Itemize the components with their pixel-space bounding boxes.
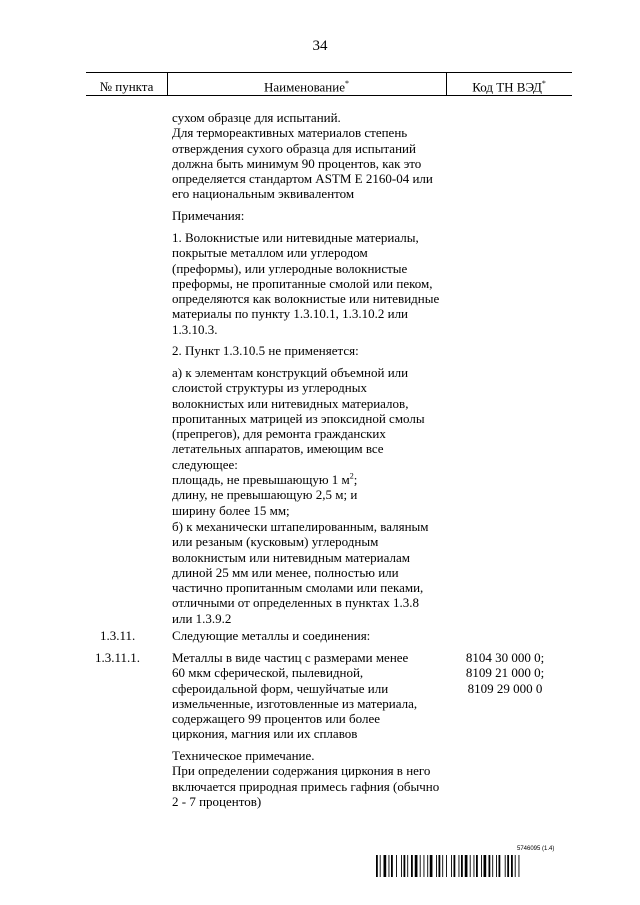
text-line: покрытые металлом или углеродом: [172, 245, 368, 261]
item-13111-number: 1.3.11.1.: [95, 650, 141, 665]
text-line: 1.3.10.3.: [172, 321, 218, 337]
barcode-bar: [380, 855, 381, 877]
text-line: определяется стандартом ASTM E 2160-04 или: [172, 171, 433, 187]
item-1311-text: Следующие металлы и соединения:: [172, 628, 371, 643]
text-line: 2. Пункт 1.3.10.5 не применяется:: [172, 343, 359, 358]
paragraph-note-2a-tail: [172, 487, 446, 518]
barcode-bar: [401, 855, 402, 877]
barcode-bar: [442, 855, 443, 877]
text-line: 60 мкм сферической, пылевидной,: [172, 665, 364, 681]
text-line: 8109 29 000 0: [467, 680, 543, 696]
area-semicolon: ;: [353, 472, 358, 488]
text-line: ширину более 15 мм;: [172, 502, 290, 518]
text-line: длину, не превышающую 2,5 м; и: [172, 487, 358, 503]
barcode-bar: [411, 855, 413, 877]
text-line: материалы по пункту 1.3.10.1, 1.3.10.2 или: [172, 306, 409, 322]
barcode-bar: [451, 855, 452, 877]
text-line: преформы, не пропитанные смолой или пеком,: [172, 275, 433, 291]
text-line: 2 - 7 процентов): [172, 793, 262, 809]
paragraph-notes-heading: [172, 208, 446, 223]
barcode-bar: [446, 855, 447, 877]
barcode-bar: [436, 855, 437, 877]
text-line: включается природная примесь гафния (обычно: [172, 778, 440, 794]
paragraph-dry-sample: [172, 110, 446, 202]
text-line: Для термореактивных материалов степень: [172, 125, 408, 141]
text-line: Металлы в виде частиц с размерами менее: [172, 650, 409, 665]
barcode-bar: [404, 855, 406, 877]
text-line: отверждения сухого образца для испытаний: [172, 140, 416, 156]
barcode-bar: [511, 855, 513, 877]
text-line: следующее:: [172, 456, 238, 472]
paragraph-note-2a-area: [172, 472, 446, 487]
barcode-bar: [427, 855, 428, 877]
barcode-bar: [391, 855, 393, 877]
text-line: б) к механически штапелированным, валяным: [172, 519, 429, 534]
barcode-bar: [430, 855, 433, 877]
text-line: 1. Волокнистые или нитевидные материалы,: [172, 230, 419, 245]
header-col-name-label: Наименование: [264, 79, 345, 95]
text-line: сухом образце для испытаний.: [172, 110, 341, 125]
paragraph-note-2a: [172, 365, 446, 518]
text-line: сфероидальной форм, чешуйчатые или: [172, 680, 389, 696]
text-line: длиной 25 мм или менее, полностью или: [172, 564, 399, 580]
barcode-bar: [461, 855, 463, 877]
item-13111-text: [172, 650, 446, 742]
text-line: или резаным (кусковым) углеродным: [172, 534, 379, 550]
text-line: (препрегов), для ремонта гражданских: [172, 426, 386, 442]
text-line: циркония, магния или их сплавов: [172, 726, 358, 742]
barcode-bar: [489, 855, 491, 877]
barcode-bar: [470, 855, 471, 877]
barcode-bar: [415, 855, 418, 877]
barcode-bar: [389, 855, 390, 877]
text-line: летательных аппаратов, имеющим все: [172, 441, 384, 457]
barcode-bar: [420, 855, 421, 877]
text-line: Техническое примечание.: [172, 748, 315, 763]
text-line: При определении содержания циркония в него: [172, 763, 431, 779]
barcode-bar: [515, 855, 516, 877]
barcode-bar: [519, 855, 520, 877]
barcode-bar: [459, 855, 460, 877]
text-line: волокнистым или нитевидным материалам: [172, 549, 410, 565]
text-line: отличными от определенных в пунктах 1.3.8: [172, 595, 419, 611]
text-line: должна быть минимум 90 процентов, как это: [172, 155, 422, 171]
barcode-bar: [465, 855, 468, 877]
text-line: 8109 21 000 0;: [465, 665, 545, 681]
barcode-bar: [376, 855, 378, 877]
barcode-bar: [384, 855, 387, 877]
text-line: содержащего 99 процентов или более: [172, 711, 380, 727]
barcode-bar: [407, 855, 408, 877]
area-text: площадь, не превышающую 1 м: [172, 472, 350, 488]
header-col-code-label: Код ТН ВЭД: [472, 79, 542, 95]
item-1311-number: 1.3.11.: [100, 628, 136, 643]
barcode-bar: [484, 855, 487, 877]
text-line: или 1.3.9.2: [172, 610, 232, 626]
page-number: 34: [312, 38, 328, 54]
header-col-name-mark: *: [345, 79, 349, 88]
paragraph-note-1: [172, 230, 446, 337]
barcode-bar: [439, 855, 441, 877]
barcode-bar: [499, 855, 501, 877]
text-line: частично пропитанным смолами или пеками,: [172, 580, 424, 596]
text-line: измельченные, изготовленные из материала,: [172, 695, 418, 711]
technical-note: [172, 748, 446, 809]
area-superscript: 2: [349, 471, 354, 481]
text-line: слоистой структуры из углеродных: [172, 380, 367, 396]
barcode-bar: [476, 855, 478, 877]
header-col-name: [167, 79, 446, 95]
barcode-bar: [481, 855, 482, 877]
barcode-label: 5746095 (1.4): [517, 846, 555, 852]
text-line: (преформы), или углеродные волокнистые: [172, 260, 408, 276]
barcode-bar: [496, 855, 497, 877]
barcode-bar: [474, 855, 475, 877]
header-col-number: № пункта: [99, 79, 154, 94]
barcode-bar: [492, 855, 493, 877]
text-line: волокнистых или нитевидных материалов,: [172, 395, 409, 411]
text-line: пропитанных матрицей из эпоксидной смолы: [172, 410, 425, 426]
header-top-rule: [86, 72, 572, 73]
paragraph-note-2b: [172, 519, 446, 626]
barcode-bar: [505, 855, 506, 877]
barcode-bar: [507, 855, 509, 877]
header-col-code: [446, 79, 572, 95]
barcode-bar: [396, 855, 397, 877]
text-line: его национальным эквивалентом: [172, 186, 355, 202]
header-col-code-mark: *: [541, 79, 546, 88]
text-line: Примечания:: [172, 208, 245, 223]
barcode-bar: [424, 855, 425, 877]
text-line: определяются как волокнистые или нитевидные: [172, 291, 440, 307]
text-line: а) к элементам конструкций объемной или: [172, 365, 409, 380]
barcode-bar: [454, 855, 456, 877]
paragraph-note-2a-lines: [172, 365, 446, 472]
text-line: 8104 30 000 0;: [465, 650, 545, 665]
barcode-image: [376, 855, 576, 877]
paragraph-note-2: [172, 343, 446, 358]
item-13111-codes: [440, 650, 570, 696]
